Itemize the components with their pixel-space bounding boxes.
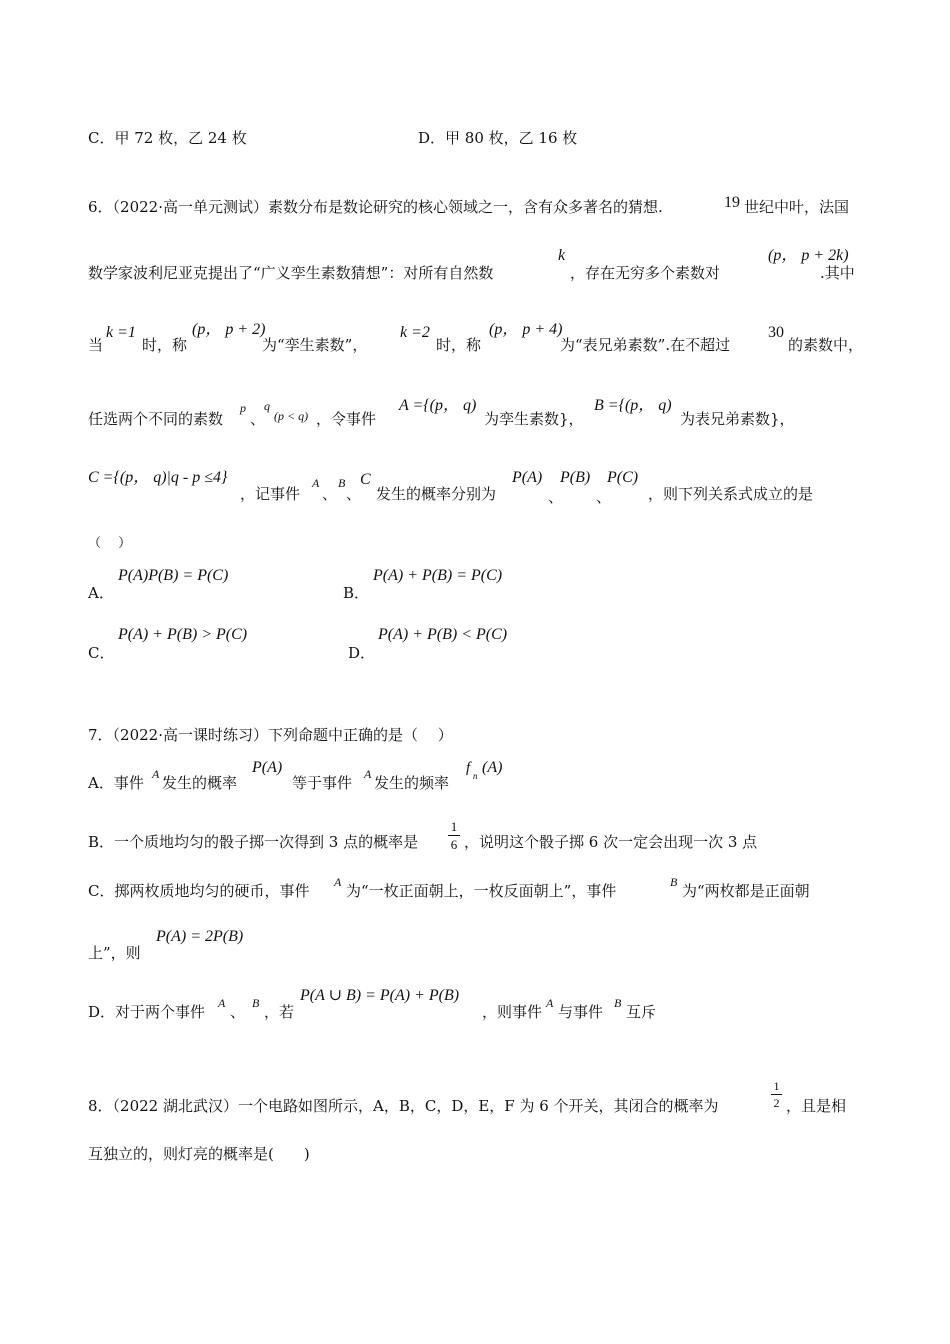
- q7-option-b-text: B．一个质地均匀的骰子掷一次得到 3 点的概率是: [88, 833, 419, 851]
- q7-option-d-text: D．对于两个事件: [88, 1003, 206, 1021]
- q7-option-a-text: A．事件: [88, 774, 144, 792]
- q6-line5-tail: ，则下列关系式成立的是: [648, 485, 814, 503]
- q6-k-equals-2: k =2: [400, 324, 430, 341]
- q7-d-var-a2: A: [546, 996, 554, 1010]
- q6-line2-mid: ，存在无穷多个素数对: [570, 264, 721, 282]
- q6-line4-cousin: 为表兄弟素数}，: [680, 410, 795, 428]
- q6-prob-c: P(C): [607, 469, 639, 486]
- q7-b-denominator: 6: [450, 837, 458, 852]
- q6-number-19: 19: [724, 194, 740, 211]
- q8-line1-tail: ，且是相: [786, 1097, 847, 1115]
- q6-k-equals-1: k =1: [106, 324, 136, 341]
- q6-line1-tail: 世纪中叶，法国: [744, 198, 850, 216]
- q7-a-var-a2: A: [364, 767, 372, 781]
- q7-option-c-text: C．掷两枚质地均匀的硬币，事件: [88, 882, 310, 900]
- q7-d-with: 与事件: [558, 1003, 604, 1021]
- q6-line2-text: 数学家波利尼亚克提出了“广义孪生素数猜想”：对所有自然数: [88, 264, 494, 282]
- q8-denominator: 2: [773, 1096, 780, 1110]
- q6-line5-sep4: 、: [596, 488, 612, 506]
- q7-a-prob-expr: P(A): [252, 759, 283, 776]
- q5-option-c: C．甲 72 枚，乙 24 枚: [88, 129, 247, 147]
- q6-pair-p-p2: (p， p + 2): [192, 321, 266, 338]
- q6-option-a-expr: P(A)P(B) = P(C): [118, 567, 229, 584]
- q6-line5-probs: 发生的概率分别为: [376, 485, 497, 503]
- q6-line4-twin: 为孪生素数}，: [484, 410, 584, 428]
- q7-a-freq-f: f: [466, 760, 471, 776]
- q6-line4-sep: 、: [250, 410, 266, 428]
- q6-line3-cousin: 为“表兄弟素数”.在不超过: [560, 336, 731, 354]
- q6-prob-a: P(A): [512, 469, 543, 486]
- q6-line3-call1: 时，称: [142, 336, 188, 354]
- q7-d-var-b2: B: [614, 996, 622, 1010]
- q6-line3-when: 当: [88, 336, 104, 354]
- q6-prob-b: P(B): [560, 469, 591, 486]
- q7-option-a-prob: 发生的概率: [162, 774, 238, 792]
- q6-var-c: C: [360, 471, 371, 488]
- q7-c-var-a: A: [334, 875, 342, 889]
- q8-numerator: 1: [773, 1079, 780, 1093]
- q7-option-c-line2: 上”，则: [88, 944, 141, 962]
- q7-a-var-a1: A: [152, 767, 160, 781]
- q6-var-k: k: [558, 247, 566, 264]
- q6-var-a: A: [312, 476, 320, 490]
- q6-line4-let: ，令事件: [316, 410, 377, 428]
- q7-d-then: ，则事件: [482, 1003, 543, 1021]
- q7-a-freq-subscript: n: [473, 771, 478, 781]
- q8-line2-text: 互独立的，则灯亮的概率是( ): [88, 1145, 310, 1163]
- q7-option-a-equals: 等于事件: [292, 774, 353, 792]
- q5-option-d: D．甲 80 枚，乙 16 枚: [418, 129, 578, 147]
- q6-line3-call2: 时，称: [436, 336, 482, 354]
- q7-c-var-b: B: [670, 875, 678, 889]
- q7-option-a-freq: 发生的频率: [374, 774, 450, 792]
- q6-pair-p-p2k: (p， p + 2k): [768, 247, 849, 264]
- q6-option-d-expr: P(A) + P(B) < P(C): [378, 626, 508, 643]
- q6-event-a-def: A ={(p， q): [399, 397, 477, 414]
- q7-d-sep: 、: [230, 1003, 246, 1021]
- q6-option-b-label: B．: [343, 584, 370, 602]
- q6-option-b-expr: P(A) + P(B) = P(C): [373, 567, 503, 584]
- q6-var-b: B: [338, 476, 346, 490]
- q6-line5-sep2: 、: [346, 485, 362, 503]
- q6-line4-text: 任选两个不同的素数: [88, 410, 224, 428]
- q7-d-expr: P(A ∪ B) = P(A) + P(B): [300, 987, 460, 1004]
- q6-pair-p-p4: (p， p + 4): [489, 321, 563, 338]
- q7-d-tail: 互斥: [626, 1003, 657, 1021]
- q8-fraction: [771, 1080, 782, 1109]
- q7-d-if: ，若: [264, 1003, 295, 1021]
- q6-var-p: p: [240, 401, 246, 415]
- q6-option-c-expr: P(A) + P(B) > P(C): [118, 626, 248, 643]
- q7-a-freq-arg: (A): [482, 759, 503, 776]
- q6-option-a-label: A．: [88, 584, 114, 602]
- q6-line3-tail: 的素数中，: [788, 336, 864, 354]
- q6-option-d-label: D．: [348, 644, 376, 662]
- q7-d-var-a: A: [218, 996, 226, 1010]
- q6-line5-note: ，记事件: [240, 485, 301, 503]
- q7-b-fraction: [448, 820, 460, 851]
- q7-b-numerator: 1: [450, 819, 458, 834]
- q7-d-var-b: B: [252, 996, 260, 1010]
- q6-line5-sep3: 、: [548, 488, 564, 506]
- q8-line1-text: 8．（2022 湖北武汉）一个电路如图所示，A，B，C，D，E，F 为 6 个开关，其闭合的概率为: [88, 1097, 719, 1115]
- q6-number-30: 30: [768, 324, 784, 341]
- fraction-bar: [448, 835, 460, 836]
- q6-line3-twin: 为“孪生素数”，: [262, 336, 368, 354]
- fraction-bar: [771, 1094, 782, 1095]
- q6-line1-text: 6．（2022·高一单元测试）素数分布是数论研究的核心领域之一，含有众多著名的猜想.: [88, 198, 663, 216]
- q6-event-c-def: C ={(p， q)|q - p ≤4}: [88, 469, 228, 486]
- q7-option-b-tail: ，说明这个骰子掷 6 次一定会出现一次 3 点: [464, 833, 758, 851]
- q6-line2-tail: .其中: [820, 264, 855, 282]
- q7-option-c-tail: 为“两枚都是正面朝: [682, 882, 810, 900]
- q7-option-c-desc: 为“一枚正面朝上，一枚反面朝上”，事件: [346, 882, 617, 900]
- q7-stem: 7．（2022·高一课时练习）下列命题中正确的是（ ）: [88, 726, 453, 744]
- q6-line5-sep1: 、: [322, 485, 338, 503]
- q6-option-c-label: C．: [88, 644, 115, 662]
- q6-answer-paren: （ ）: [88, 536, 132, 551]
- q6-event-b-def: B ={(p， q): [594, 397, 672, 414]
- q6-condition-p-less-q: (p < q): [274, 409, 309, 423]
- q6-var-q: q: [264, 399, 270, 413]
- q7-c-expr: P(A) = 2P(B): [156, 928, 244, 945]
